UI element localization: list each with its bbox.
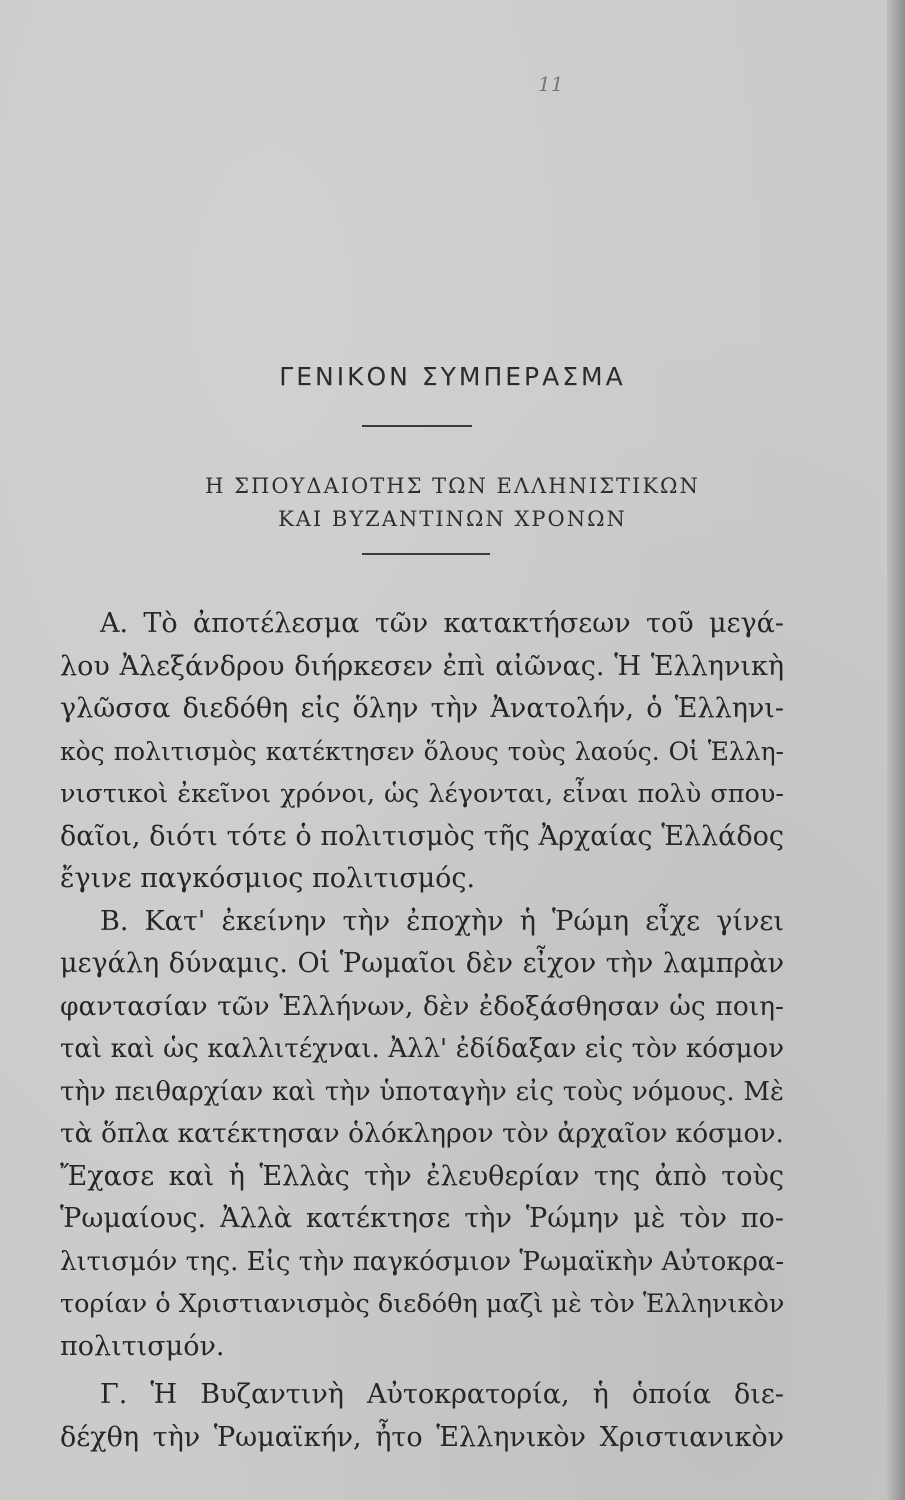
- text-line: Ἔχασε καὶ ἡ Ἑλλὰς τὴν ἐλευθερίαν της ἀπὸ τοὺς: [60, 1160, 784, 1192]
- subtitle-divider: [362, 553, 490, 555]
- text-line: τὰ ὅπλα κατέκτησαν ὁλόκληρον τὸν ἀρχαῖον κόσμον.: [60, 1118, 784, 1149]
- page-edge-shadow: [887, 0, 905, 1500]
- text-line: πολιτισμόν.: [60, 1330, 225, 1362]
- text-line: τορίαν ὁ Χριστιανισμὸς διεδόθη μαζὶ μὲ τὸν Ἑλληνικὸν: [60, 1289, 785, 1319]
- body-text: [60, 603, 784, 1459]
- text-line: Α. Τὸ ἀποτέλεσμα τῶν κατακτήσεων τοῦ μεγά-: [100, 608, 784, 639]
- text-line: μεγάλη δύναμις. Οἱ Ῥωμαῖοι δὲν εἶχον τὴν λαμπρὰν: [60, 948, 784, 979]
- text-line: Β. Κατ' ἐκείνην τὴν ἐποχὴν ἡ Ῥώμη εἶχε γίνει: [100, 905, 784, 937]
- text-line: Ῥωμαίους. Ἀλλὰ κατέκτησε τὴν Ῥώμην μὲ τὸν πο-: [60, 1203, 784, 1234]
- text-line: δέχθη τὴν Ῥωμαϊκήν, ἦτο Ἑλληνικὸν Χριστιανικὸν: [60, 1421, 784, 1453]
- chapter-subtitle-line-1: Η ΣΠΟΥΔΑΙΟΤΗΣ ΤΩΝ ΕΛΛΗΝΙΣΤΙΚΩΝ: [205, 474, 700, 498]
- text-line: νιστικοὶ ἐκεῖνοι χρόνοι, ὡς λέγονται, εἶναι πολὺ σπου-: [60, 779, 784, 809]
- chapter-subtitle-line-2: ΚΑΙ ΒΥΖΑΝΤΙΝΩΝ ΧΡΟΝΩΝ: [278, 507, 627, 531]
- paragraph-c: [60, 1374, 784, 1459]
- text-line: λιτισμόν της. Εἰς τὴν παγκόσμιον Ῥωμαϊκὴν Αὐτοκρα-: [60, 1246, 785, 1277]
- paragraph-a: [60, 603, 784, 901]
- text-line: τὴν πειθαρχίαν καὶ τὴν ὑποταγὴν εἰς τοὺς νόμους. Μὲ: [60, 1076, 784, 1107]
- text-line: φαντασίαν τῶν Ἑλλήνων, δὲν ἐδοξάσθησαν ὡς ποιη-: [60, 990, 784, 1022]
- text-line: Γ. Ἡ Βυζαντινὴ Αὐτοκρατορία, ἡ ὁποία διε-: [100, 1379, 784, 1410]
- page-mark: 11: [538, 72, 564, 96]
- text-line: λου Ἀλεξάνδρου διήρκεσεν ἐπὶ αἰῶνας. Ἡ Ἑλληνικὴ: [60, 650, 784, 682]
- text-line: ἔγινε παγκόσμιος πολιτισμός.: [60, 863, 476, 894]
- text-line: ταὶ καὶ ὡς καλλιτέχναι. Ἀλλ' ἐδίδαξαν εἰς τὸν κόσμον: [60, 1034, 784, 1064]
- title-divider: [362, 425, 472, 427]
- text-line: γλῶσσα διεδόθη εἰς ὅλην τὴν Ἀνατολήν, ὁ Ἑλληνι-: [60, 693, 784, 724]
- text-line: δαῖοι, διότι τότε ὁ πολιτισμὸς τῆς Ἀρχαίας Ἑλλάδος: [60, 820, 784, 852]
- paragraph-b: [60, 901, 784, 1369]
- chapter-title: ΓΕΝΙΚΟΝ ΣΥΜΠΕΡΑΣΜΑ: [279, 362, 626, 391]
- text-line: κὸς πολιτισμὸς κατέκτησεν ὅλους τοὺς λαούς. Οἱ Ἑλλη-: [60, 736, 784, 766]
